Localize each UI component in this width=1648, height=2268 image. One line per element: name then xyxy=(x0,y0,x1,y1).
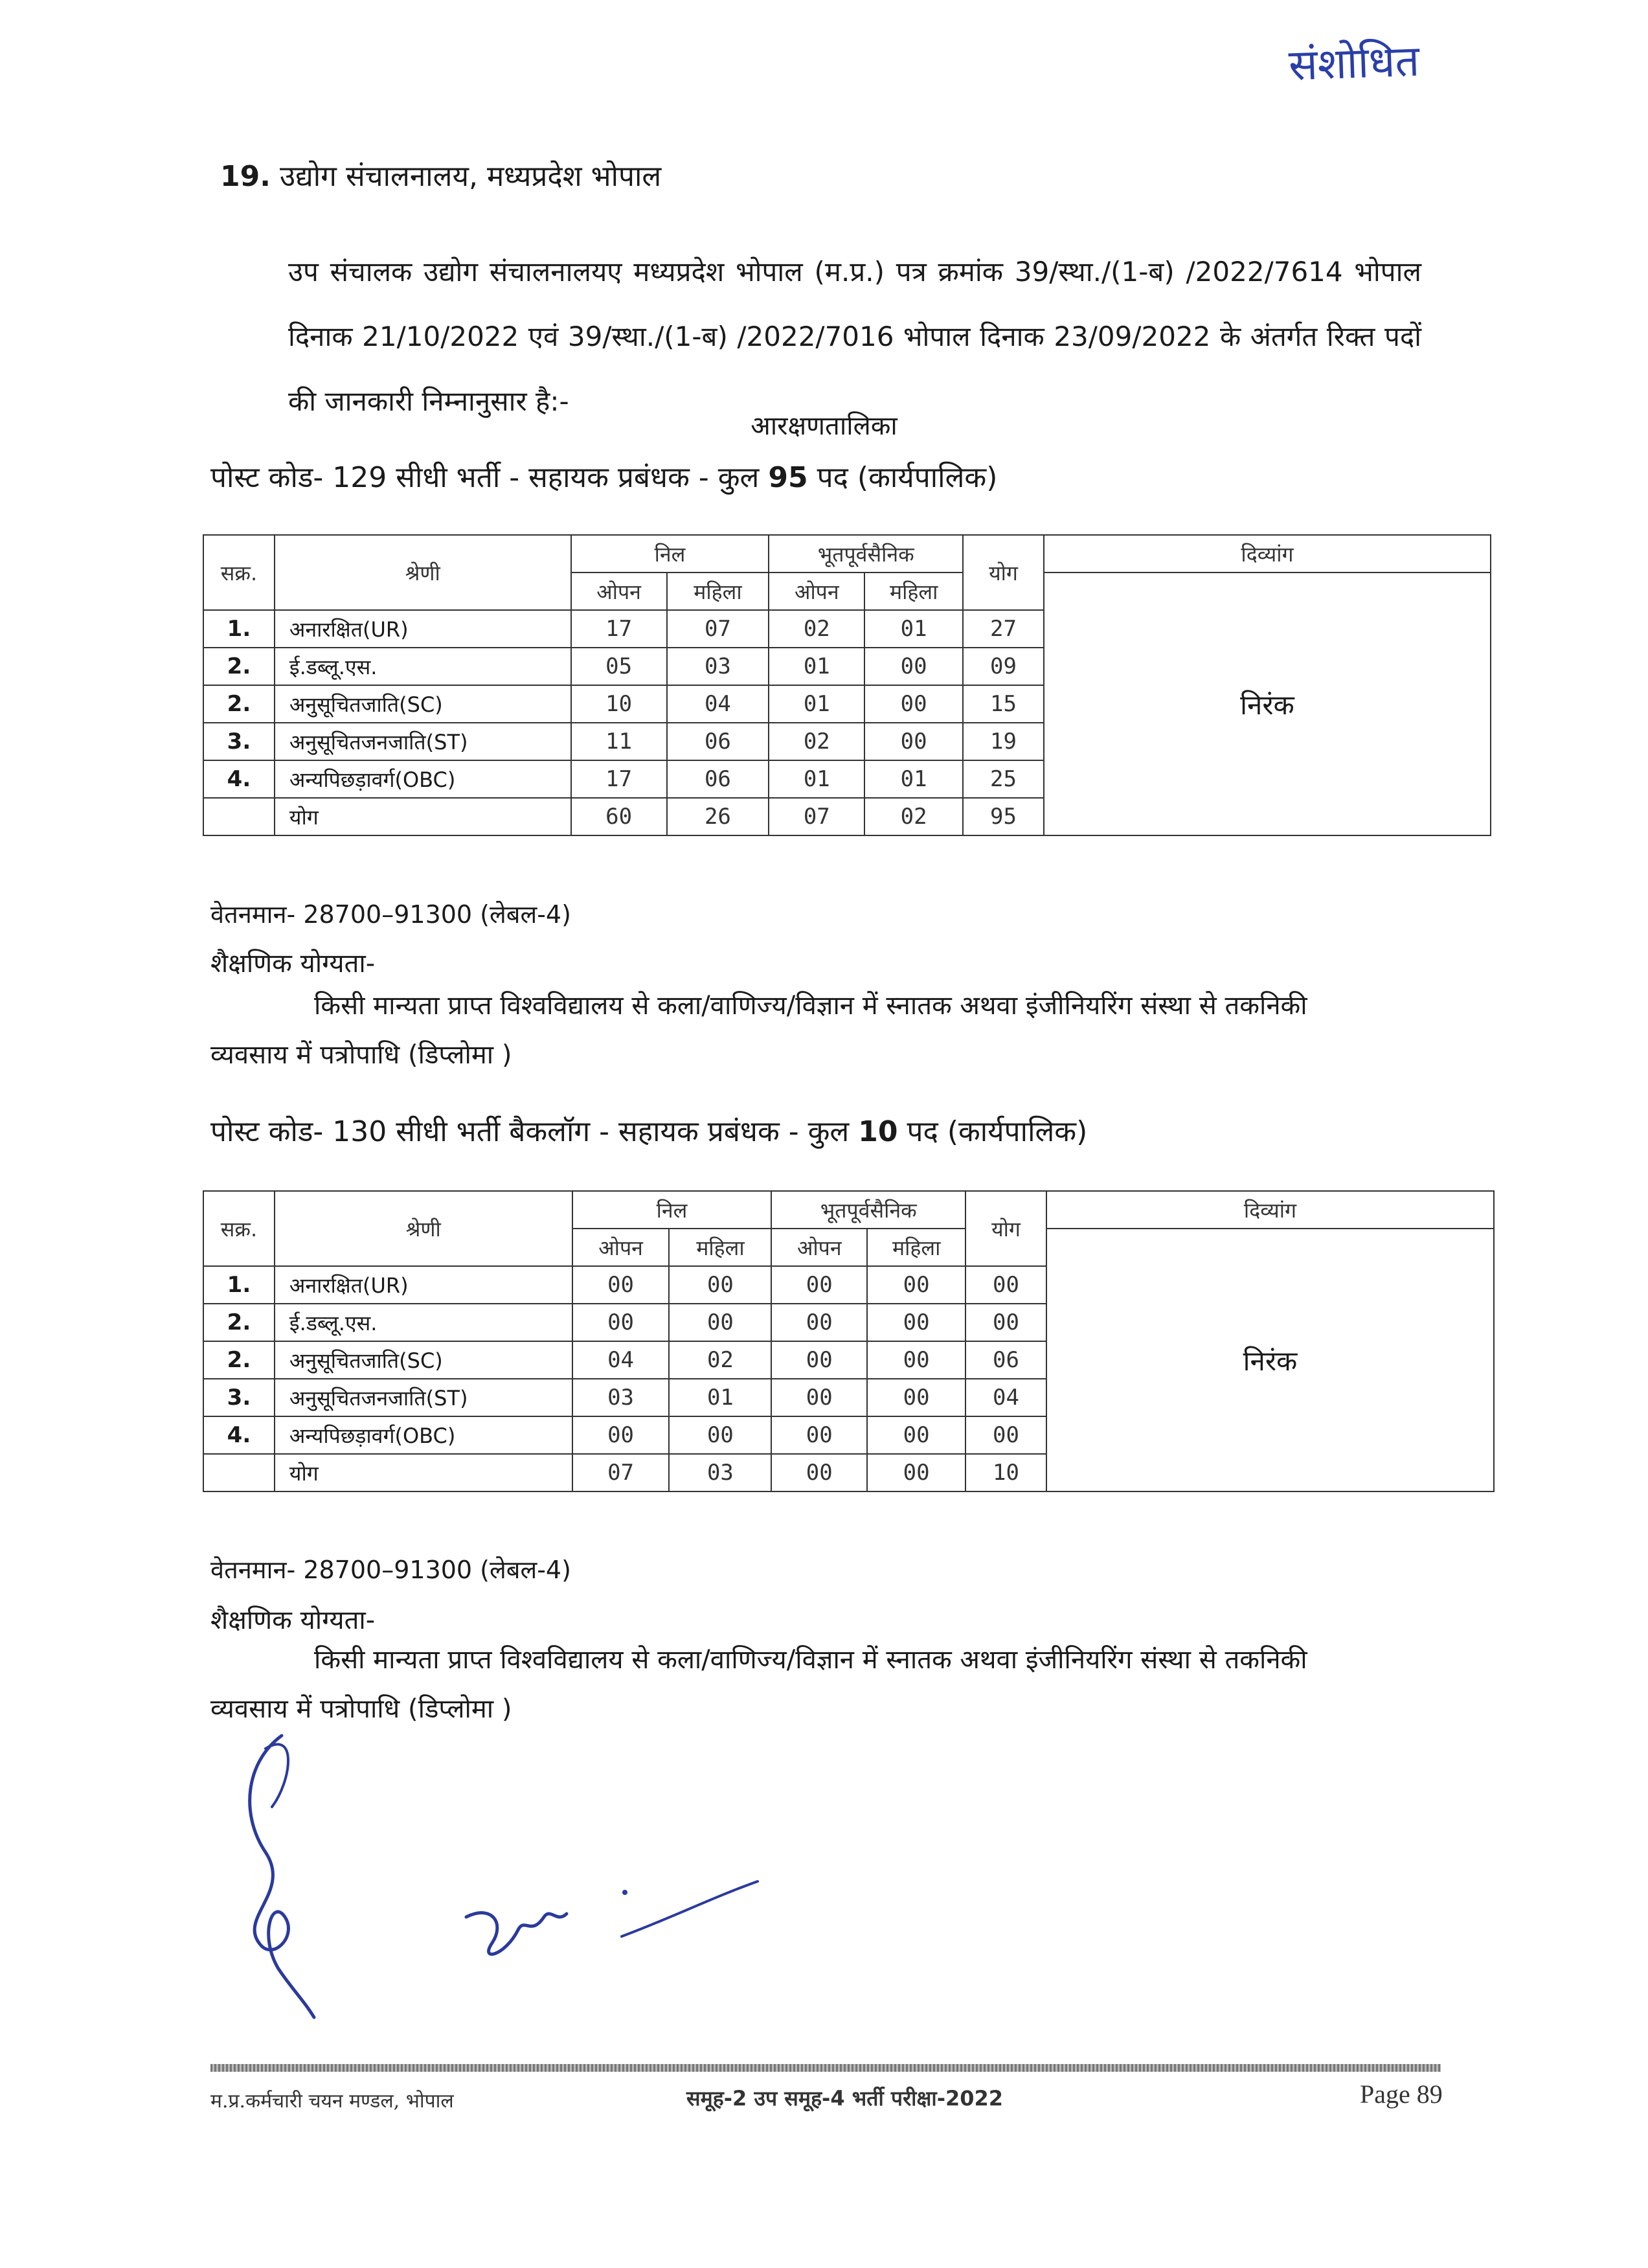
col-nil-open: ओपन xyxy=(571,573,667,610)
col-total: योग xyxy=(963,535,1044,610)
reservation-table-130 xyxy=(203,1190,1495,1492)
col-total: योग xyxy=(965,1191,1046,1266)
revised-stamp: संशोधित xyxy=(1287,36,1421,91)
qualification-text: किसी मान्यता प्राप्त विश्वविद्यालय से कला/वाणिज्य/विज्ञान में स्नातक अथवा इंजीनियरिंग संस्था से तकनिकी व्यवसाय में पत्रोपाधि (डिप्लोमा ) xyxy=(210,1645,1307,1724)
signature-2 xyxy=(466,1913,567,1955)
signature-2-line xyxy=(622,1881,758,1936)
col-divyang: दिव्यांग xyxy=(1044,535,1491,573)
post-title-suffix: पद (कार्यपालिक) xyxy=(807,461,998,494)
table-total-row: योग 60 26 07 02 95 xyxy=(203,798,1491,835)
section-title: उद्योग संचालनालय, मध्यप्रदेश भोपाल xyxy=(279,160,662,193)
post-129-title xyxy=(210,457,997,495)
section-heading xyxy=(220,155,661,194)
col-ex-female: महिला xyxy=(864,573,963,610)
table-row: 3. अनुसूचितजनजाति(ST) 03 01 00 00 04 xyxy=(203,1379,1494,1416)
qualification-text: किसी मान्यता प्राप्त विश्वविद्यालय से कला/वाणिज्य/विज्ञान में स्नातक अथवा इंजीनियरिंग संस्था से तकनिकी व्यवसाय में पत्रोपाधि (डिप्लोमा ) xyxy=(210,991,1307,1070)
footer-page xyxy=(1360,2079,1443,2109)
col-ex-open: ओपन xyxy=(771,1229,867,1266)
signature-1-stroke xyxy=(265,1744,288,1807)
col-nil: निल xyxy=(572,1191,772,1229)
table-row: 4. अन्यपिछड़ावर्ग(OBC) 17 06 01 01 25 xyxy=(203,760,1491,798)
col-nil-female: महिला xyxy=(669,1229,771,1266)
post-total-count: 95 xyxy=(768,461,808,494)
footer-divider xyxy=(210,2064,1441,2072)
col-nil-open: ओपन xyxy=(572,1229,670,1266)
col-nil-female: महिला xyxy=(667,573,769,610)
signature-dot xyxy=(622,1890,627,1895)
table-row: 2. ई.डब्लू.एस. 05 03 01 00 09 xyxy=(203,648,1491,685)
page-label: Page xyxy=(1360,2080,1410,2109)
col-sno: सक्र. xyxy=(203,535,275,610)
table-row: 4. अन्यपिछड़ावर्ग(OBC) 00 00 00 00 00 xyxy=(203,1416,1494,1454)
signatures xyxy=(220,1723,803,2021)
pay-scale: वेतनमान- 28700–91300 (लेबल-4) xyxy=(210,1556,571,1584)
section-number: 19. xyxy=(220,160,271,193)
post-title-text: पोस्ट कोड- 130 सीधी भर्ती बैकलॉग - सहायक प्रबंधक - कुल xyxy=(210,1115,859,1148)
reservation-table-129 xyxy=(203,534,1491,836)
qualification-label: शैक्षणिक योग्यता- xyxy=(210,949,376,979)
table-row: 1. अनारक्षित(UR) 17 07 02 01 27 xyxy=(203,610,1491,648)
table-total-row: योग 07 03 00 00 10 xyxy=(203,1454,1494,1491)
col-nil: निल xyxy=(571,535,769,573)
divyang-value: निरंक xyxy=(1044,573,1491,835)
col-category: श्रेणी xyxy=(275,1191,572,1266)
post-total-count: 10 xyxy=(858,1115,898,1148)
intro-paragraph: उप संचालक उद्योग संचालनालयए मध्यप्रदेश भोपाल (म.प्र.) पत्र क्रमांक 39/स्था./(1-ब) /2022/7614 भोपाल दिनाक 21/10/2022 एवं 39/स्था./(1-ब) /2022/7016 भोपाल दिनाक 23/09/2022 के अंतर्गत रिक्त पदों की जानकारी निम्नानुसार है:- xyxy=(288,256,1421,417)
table-row: 1. अनारक्षित(UR) 00 00 00 00 00 xyxy=(203,1266,1494,1304)
pay-scale: वेतनमान- 28700–91300 (लेबल-4) xyxy=(210,900,571,929)
col-ex-serviceman: भूतपूर्वसैनिक xyxy=(769,535,963,573)
footer-exam-title: समूह-2 उप समूह-4 भर्ती परीक्षा-2022 xyxy=(686,2086,1004,2111)
post-title-text: पोस्ट कोड- 129 सीधी भर्ती - सहायक प्रबंधक - कुल xyxy=(210,461,769,494)
footer-organization: म.प्र.कर्मचारी चयन मण्डल, भोपाल xyxy=(210,2090,454,2113)
table-row: 3. अनुसूचितजनजाति(ST) 11 06 02 00 19 xyxy=(203,723,1491,760)
col-divyang: दिव्यांग xyxy=(1046,1191,1494,1229)
reservation-table-title: आरक्षणतालिका xyxy=(751,411,897,441)
col-sno: सक्र. xyxy=(203,1191,275,1266)
col-ex-serviceman: भूतपूर्वसैनिक xyxy=(771,1191,965,1229)
col-category: श्रेणी xyxy=(275,535,571,610)
qualification-label: शैक्षणिक योग्यता- xyxy=(210,1605,376,1635)
col-ex-female: महिला xyxy=(867,1229,965,1266)
divyang-value: निरंक xyxy=(1046,1229,1494,1491)
table-row: 2. ई.डब्लू.एस. 00 00 00 00 00 xyxy=(203,1304,1494,1341)
post-title-suffix: पद (कार्यपालिक) xyxy=(897,1115,1088,1148)
table-row: 2. अनुसूचितजाति(SC) 04 02 00 00 06 xyxy=(203,1341,1494,1379)
signature-1 xyxy=(250,1736,314,2017)
post-130-title xyxy=(210,1111,1087,1150)
col-ex-open: ओपन xyxy=(769,573,864,610)
page-number: 89 xyxy=(1416,2080,1443,2109)
table-row: 2. अनुसूचितजाति(SC) 10 04 01 00 15 xyxy=(203,685,1491,723)
